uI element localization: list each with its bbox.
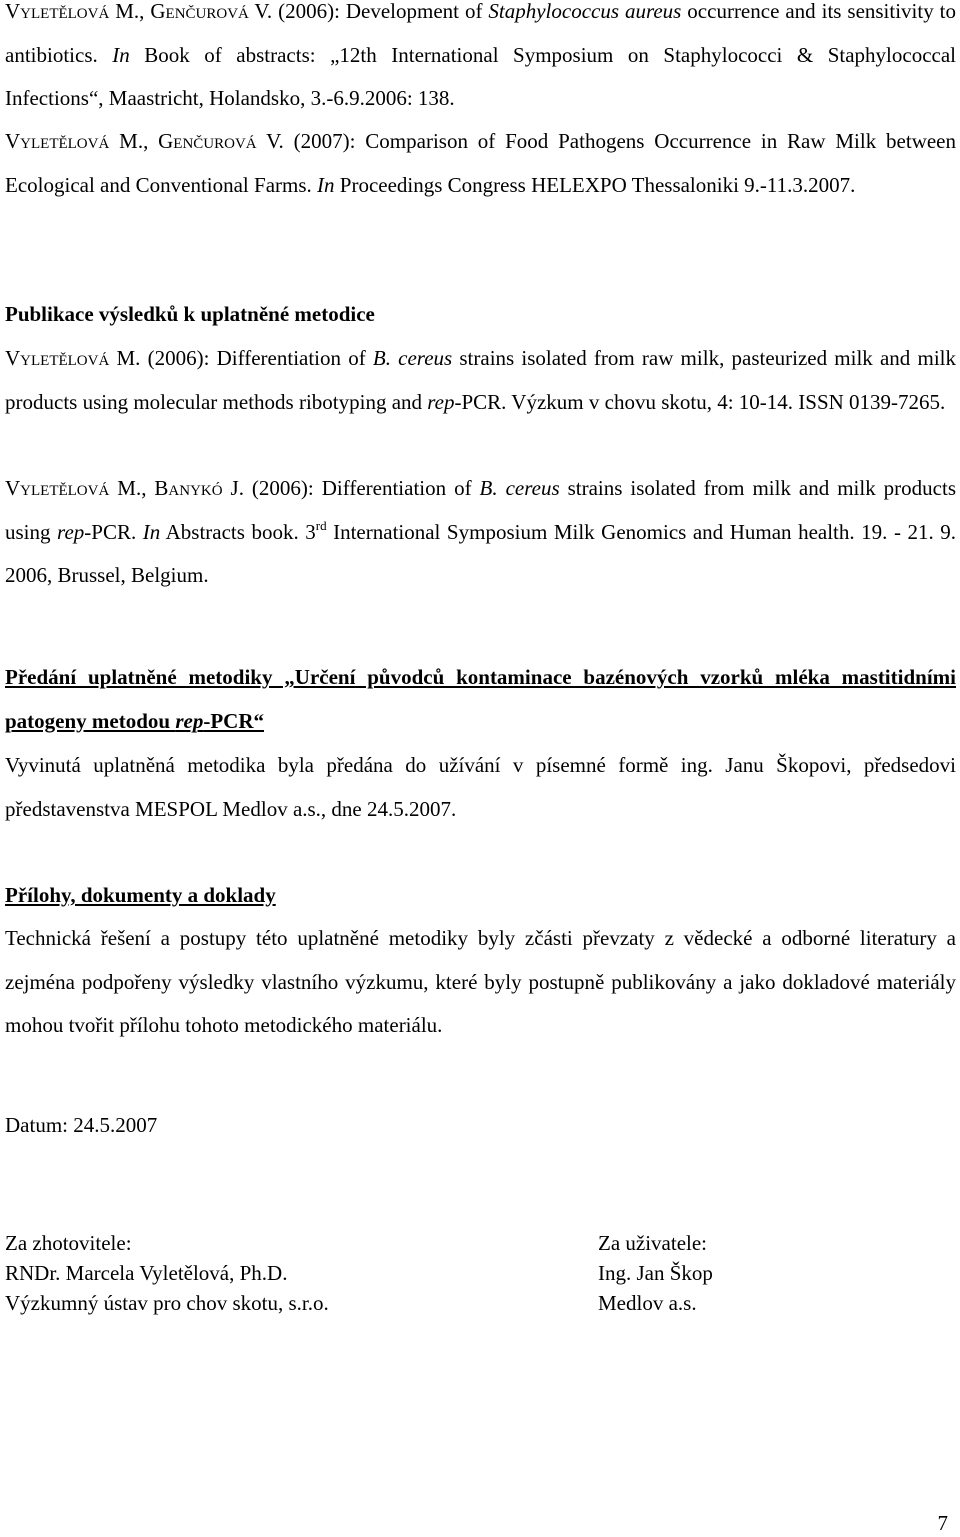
heading-text <box>5 665 956 733</box>
handover-body: Vyvinutá uplatněná metodika byla předána do užívání v písemné formě ing. Janu Škopovi, předsedovi představenstva MESPOL Medlov a.s., dne 24.5.2007. <box>5 753 956 821</box>
reference-text: (2006): Differentiation of <box>243 476 480 500</box>
heading-part: Předání uplatněné metodiky „Určení původců kontaminace bazénových vzorků mléka mastitidními patogeny metodou <box>5 665 956 733</box>
signature-left-org: Výzkumný ústav pro chov skotu, s.r.o. <box>5 1291 329 1315</box>
signature-left <box>5 1228 329 1318</box>
reference-author: Vyletělová M., Genčurová V. <box>5 129 284 153</box>
reference-text: Proceedings Congress HELEXPO Thessaloniki 9.-11.3.2007. <box>334 172 856 197</box>
reference-italic: In <box>142 519 161 544</box>
section-heading-attachments <box>5 874 956 918</box>
reference-italic: Staphylococcus aureus <box>488 0 682 23</box>
reference-author: Vyletělová M. <box>5 346 141 370</box>
signature-right-name: Ing. Jan Škop <box>598 1261 713 1285</box>
reference-italic: rep <box>427 389 455 414</box>
attachments-body: Technická řešení a postupy této uplatněné metodiky byly zčásti převzaty z vědecké a odborné literatury a zejména podpořeny výsledky vlastního výzkumu, které byly postupně publikovány a jako dokladové materiály mohou tvořit přílohu tohoto metodického materiálu. <box>5 926 956 1037</box>
page-number: 7 <box>937 1511 948 1535</box>
reference-italic: In <box>317 172 335 197</box>
reference-text: Abstracts book. 3 <box>160 519 316 544</box>
reference-text: strains isolated from milk and milk products using <box>5 476 956 544</box>
signature-right <box>598 1228 713 1318</box>
document-date: Datum: 24.5.2007 <box>5 1113 158 1137</box>
reference-top-1 <box>5 0 956 121</box>
heading-italic: rep <box>175 708 204 733</box>
reference-author: Vyletělová M., Banykó J. <box>5 476 244 500</box>
reference-text: -PCR. <box>84 519 143 544</box>
signature-left-name: RNDr. Marcela Vyletělová, Ph.D. <box>5 1261 288 1285</box>
heading-text: Publikace výsledků k uplatněné metodice <box>5 302 375 326</box>
reference-text: (2007): Comparison of Food Pathogens Occurrence in Raw Milk between Ecological and Conventional Farms. <box>5 129 956 197</box>
reference-text: strains isolated from raw milk, pasteurized milk and milk products using molecular methods ribotyping and <box>5 346 957 414</box>
superscript: rd <box>315 517 327 533</box>
reference-top-2 <box>5 120 956 207</box>
reference-text: International Symposium Milk Genomics and Human health. 19. - 21. 9. 2006, Brussel, Belgium. <box>5 519 956 587</box>
reference-italic: B. cereus <box>479 476 560 500</box>
reference-author: Vyletělová M., Genčurová V. <box>5 0 273 23</box>
reference-text: (2006): Development of <box>272 0 489 23</box>
signature-right-label: Za uživatele: <box>598 1231 708 1255</box>
heading-text: Přílohy, dokumenty a doklady <box>5 883 276 907</box>
reference-italic: B. cereus <box>372 346 453 370</box>
signature-left-label: Za zhotovitele: <box>5 1231 132 1255</box>
section-heading-publications <box>5 293 956 337</box>
reference-italic: rep <box>57 519 85 544</box>
reference-text: Book of abstracts: „12th International Symposium on Staphylococci & Staphylococcal Infections“, Maastricht, Holandsko, 3.-6.9.2006: 138. <box>5 42 956 110</box>
signature-right-org: Medlov a.s. <box>598 1291 697 1315</box>
reference-italic: In <box>112 42 130 67</box>
section-heading-handover <box>5 656 956 743</box>
reference-text: occurrence and its sensitivity to antibiotics. <box>5 0 957 67</box>
reference-text: (2006): Differentiation of <box>140 346 373 370</box>
publication-ref-2 <box>5 467 956 598</box>
publication-ref-1 <box>5 337 956 424</box>
heading-part: -PCR“ <box>203 708 264 733</box>
reference-text: -PCR. Výzkum v chovu skotu, 4: 10-14. ISSN 0139-7265. <box>454 389 946 414</box>
